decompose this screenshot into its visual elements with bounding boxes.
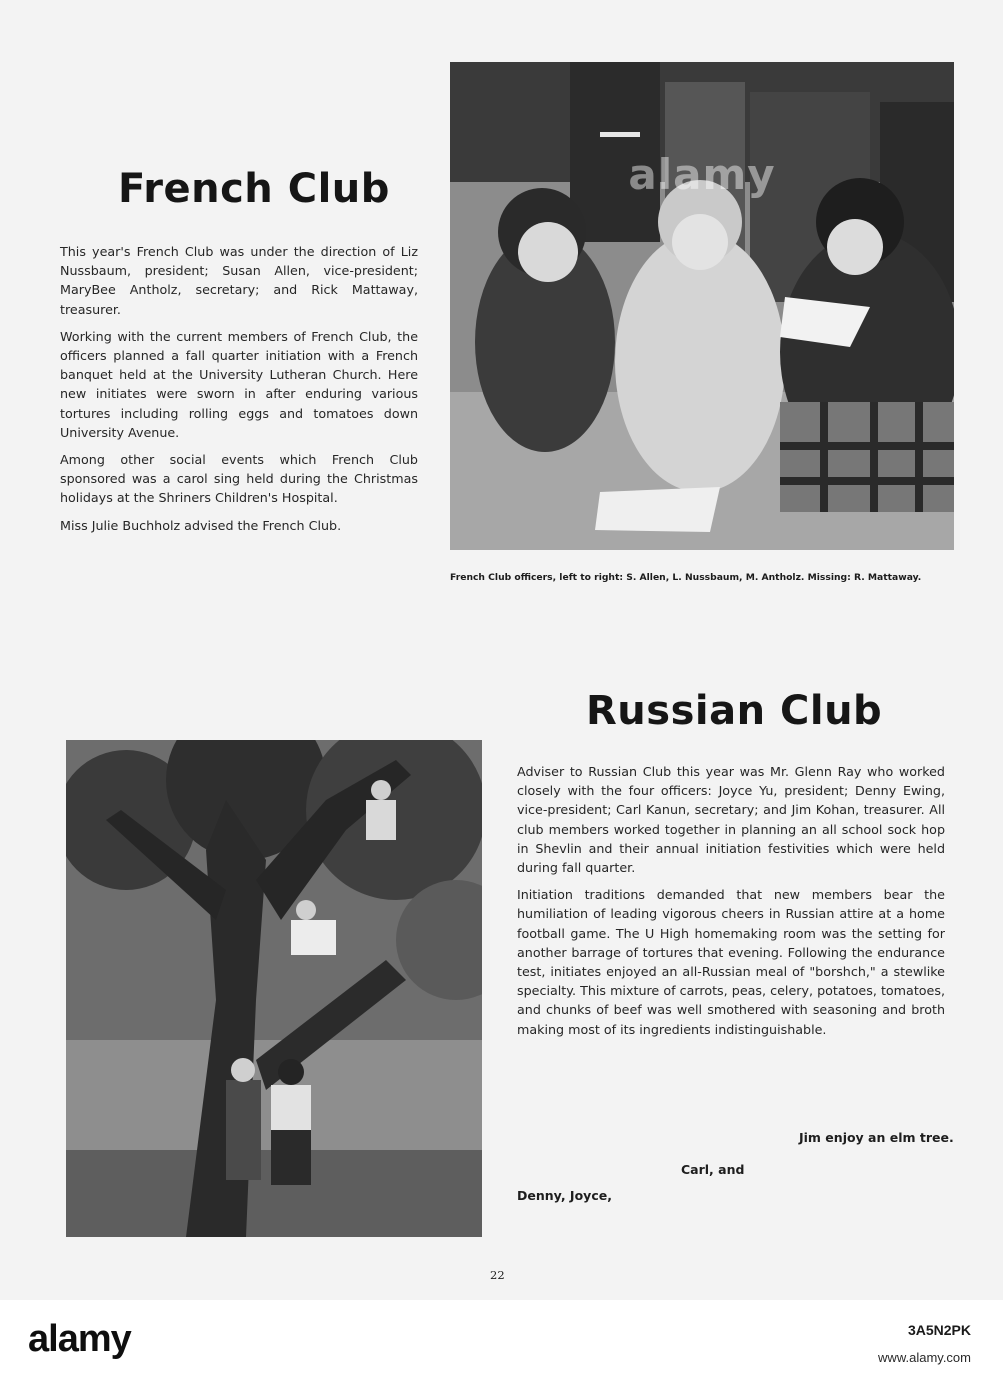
- french-club-title: French Club: [118, 166, 390, 212]
- photo-caption-line: Jim enjoy an elm tree.: [799, 1130, 954, 1145]
- page-number: 22: [490, 1268, 505, 1282]
- russian-club-photo-image: [66, 740, 482, 1237]
- french-club-text: [60, 242, 418, 543]
- russian-paragraph: Initiation traditions demanded that new members bear the humiliation of leading vigorous cheers in Russian attire at a home football game. The U High homemaking room was the setting for another barrage of tortures that evening. Following the endurance test, initiates enjoyed an all-Russian meal of "borshch," a stewlike specialty. This mixture of carrots, peas, celery, potatoes, tomatoes, and chunks of beef was well smothered with seasoning and broth making most of its ingredients indistinguishable.: [517, 887, 945, 1037]
- alamy-logo: alamy: [28, 1318, 131, 1360]
- french-paragraph: Miss Julie Buchholz advised the French Club.: [60, 517, 342, 533]
- photo-caption-line: Carl, and: [681, 1162, 745, 1177]
- french-paragraph: This year's French Club was under the direction of Liz Nussbaum, president; Susan Allen, vice-president; MaryBee Antholz, secretary; and Rick Mattaway, treasurer.: [60, 244, 418, 317]
- french-paragraph: Working with the current members of French Club, the officers planned a fall quarter initiation with a French banquet held at the University Lutheran Church. Here new initiates were sworn in after enduring various tortures including rolling eggs and tomatoes down University Avenue.: [60, 328, 418, 440]
- site-url: www.alamy.com: [878, 1350, 971, 1365]
- french-club-photo: [450, 62, 954, 550]
- russian-club-photo: [66, 740, 482, 1237]
- russian-club-title: Russian Club: [586, 688, 883, 734]
- french-paragraph: Among other social events which French Club sponsored was a carol sing held during the Christmas holidays at the Shriners Children's Hospital.: [60, 452, 418, 506]
- french-club-photo-image: [450, 62, 954, 550]
- photo-watermark: alamy: [628, 150, 776, 199]
- french-club-caption: French Club officers, left to right: S. Allen, L. Nussbaum, M. Antholz. Missing: R. Mattaway.: [450, 572, 922, 583]
- stock-image-id: 3A5N2PK: [907, 1322, 971, 1338]
- russian-paragraph: Adviser to Russian Club this year was Mr. Glenn Ray who worked closely with the four officers: Joyce Yu, president; Denny Ewing, vice-president; Carl Kanun, secretary; and Jim Kohan, treasurer. All club members worked together in planning an all school sock hop in Shevlin and their annual initiation festivities which were held during fall quarter.: [517, 764, 945, 876]
- stock-footer: [0, 1300, 1003, 1390]
- russian-club-text: [517, 762, 945, 1047]
- photo-caption-line: Denny, Joyce,: [517, 1188, 612, 1203]
